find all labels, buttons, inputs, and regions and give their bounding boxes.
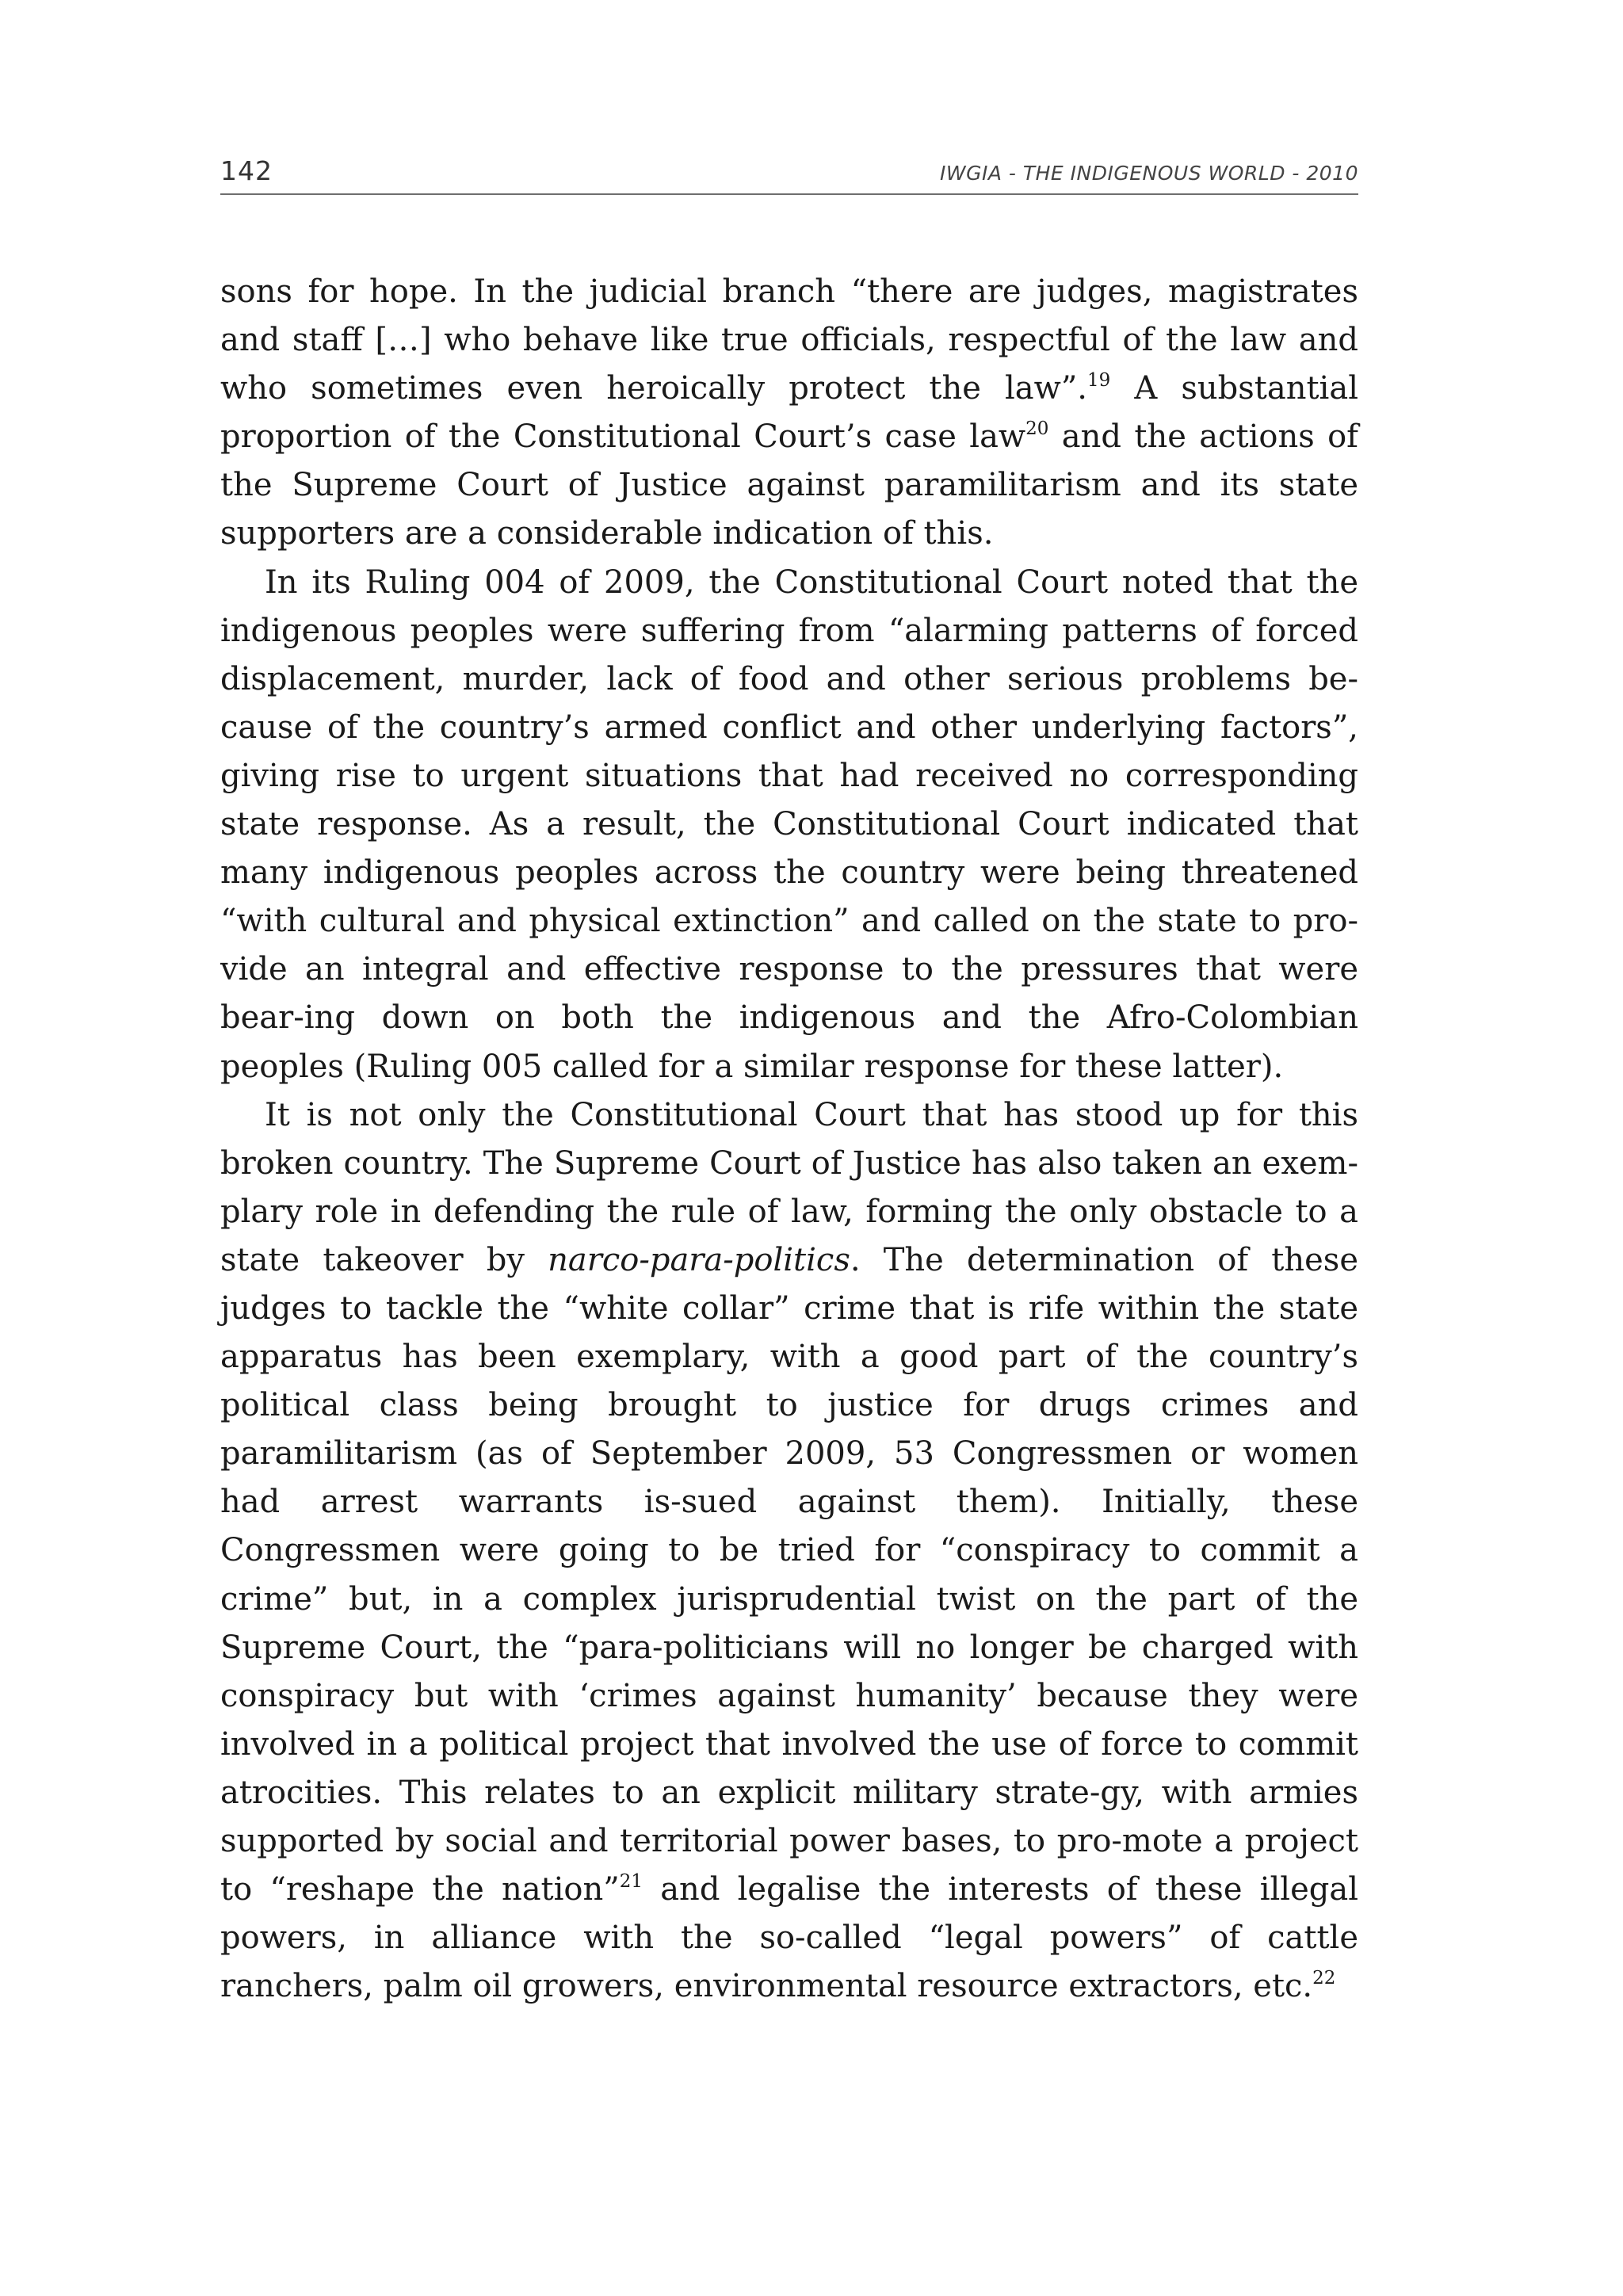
text-segment: A substantial proportion of the Constitutional Court’s case law (220, 370, 1358, 456)
footnote-ref: 21 (619, 1870, 643, 1892)
page-header (220, 155, 1358, 195)
text-segment: It is not only the Constitutional Court that has stood up for this broken country. The Supreme Court of Justice has also taken an exem-plary role in defending the rule of law, forming the only obstacle to a state takeover by (220, 1096, 1358, 1278)
footnote-ref: 20 (1025, 418, 1049, 439)
text-segment: . The determination of these judges to tackle the “white collar” crime that is rife within the state apparatus has been exemplary, with a good part of the country’s political class being brought to justice for drugs crimes and paramilitarism (as of September 2009, 53 Congressmen or women had arrest warrants is-sued against them). Initially, these Congressmen were going to be tried for “conspiracy to commit a crime” but, in a complex jurisprudential twist on the part of the Supreme Court, the “para-politicians will no longer be charged with conspiracy but with ‘crimes against humanity’ because they were involved in a political project that involved the use of force to commit atrocities. This relates to an explicit military strate-gy, with armies supported by social and territorial power bases, to pro-mote a project to “reshape the nation” (220, 1241, 1358, 1908)
paragraph (220, 268, 1358, 559)
page-number: 142 (220, 155, 273, 186)
paragraph (220, 1091, 1358, 2011)
text-segment: In its Ruling 004 of 2009, the Constitutional Court noted that the indigenous peoples were suffering from “alarming patterns of forced displacement, murder, lack of food and other serious problems be-cause of the country’s armed conflict and other underlying factors”, giving rise to urgent situations that had received no corresponding state response. As a result, the Constitutional Court indicated that many indigenous peoples across the country were being threatened “with cultural and physical extinction” and called on the state to pro-vide an integral and effective response to the pressures that were bear-ing down on both the indigenous and the Afro-Colombian peoples (Ruling 005 called for a similar response for these latter). (220, 563, 1358, 1085)
italic-term: narco-para-politics (548, 1241, 850, 1278)
body-text (220, 268, 1358, 2011)
text-segment: and the actions of the Supreme Court of Justice against paramilitarism and its state supporters are a considerable indication of this. (220, 418, 1358, 552)
running-head: IWGIA - THE INDIGENOUS WORLD - 2010 (939, 162, 1358, 185)
footnote-ref: 19 (1087, 369, 1111, 391)
footnote-ref: 22 (1312, 1967, 1336, 1988)
paragraph (220, 559, 1358, 1091)
text-segment: and legalise the interests of these illegal powers, in alliance with the so-called “legal powers” of cattle ranchers, palm oil growers, environmental resource extractors, etc. (220, 1871, 1358, 2005)
text-segment: sons for hope. In the judicial branch “there are judges, magistrates and staff […] who behave like true officials, respectful of the law and who sometimes even heroically protect the law”. (220, 273, 1358, 407)
